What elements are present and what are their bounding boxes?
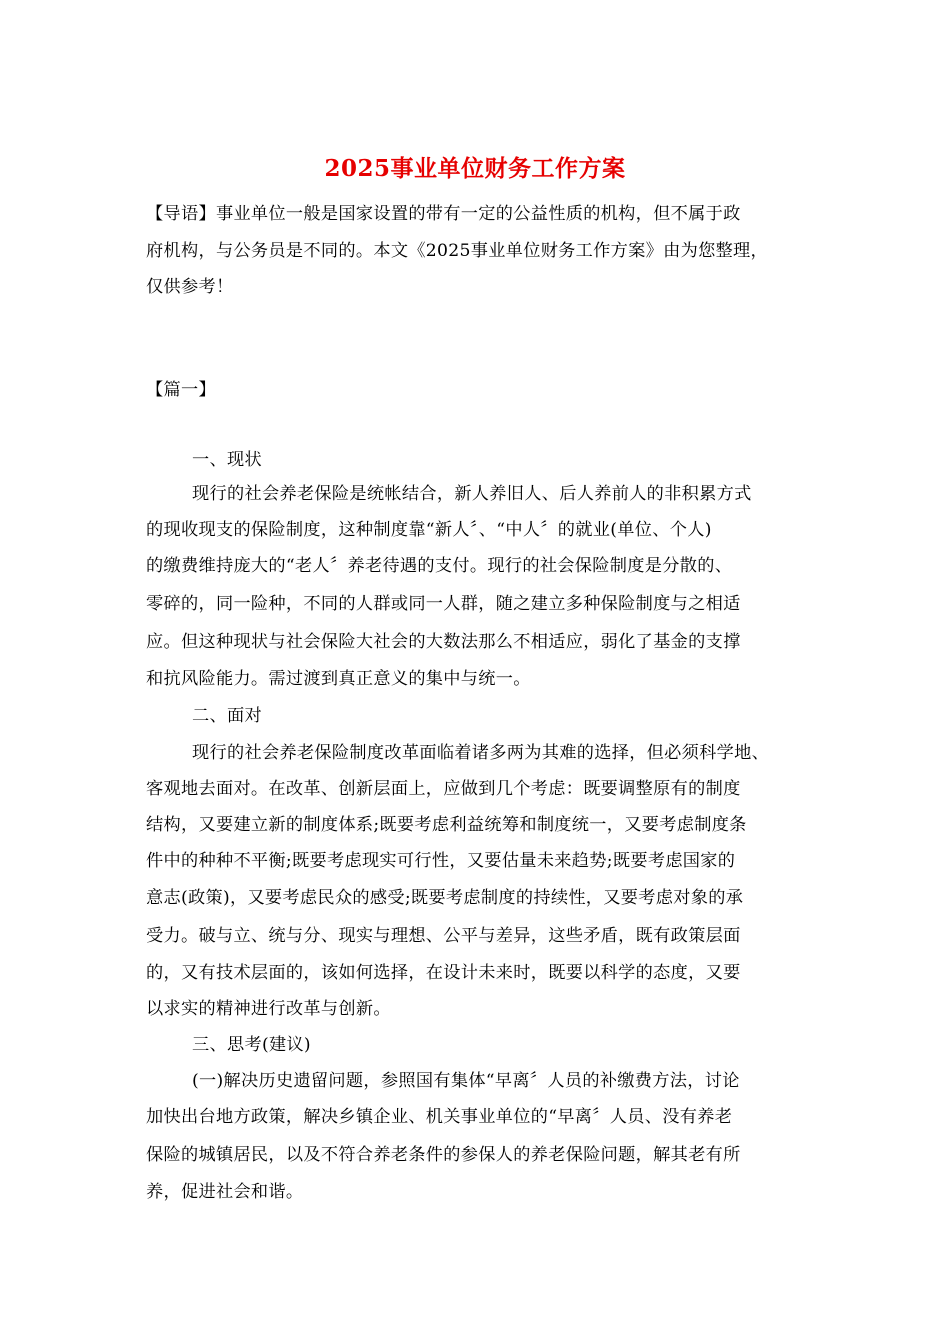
intro-line: 府机构，与公务员是不同的。本文《2025事业单位财务工作方案》由为您整理， <box>146 241 769 261</box>
paragraph-line: 和抗风险能力。需过渡到真正意义的集中与统一。 <box>146 669 531 689</box>
paragraph-line: 的缴费维持庞大的“老人〞养老待遇的支付。现行的社会保险制度是分散的、 <box>146 556 733 576</box>
section-heading: 一、现状 <box>192 450 262 470</box>
paragraph-line: 的现收现支的保险制度，这种制度靠“新人〞、“中人〞的就业(单位、个人) <box>146 520 712 540</box>
paragraph-line: 现行的社会养老保险是统帐结合，新人养旧人、后人养前人的非积累方式 <box>192 484 752 504</box>
paragraph-line: 受力。破与立、统与分、现实与理想、公平与差异，这些矛盾，既有政策层面 <box>146 926 741 946</box>
paragraph-line: 结构，又要建立新的制度体系;既要考虑利益统筹和制度统一，又要考虑制度条 <box>146 815 747 835</box>
paragraph-line: 客观地去面对。在改革、创新层面上，应做到几个考虑：既要调整原有的制度 <box>146 779 741 799</box>
paragraph-line: 件中的种种不平衡;既要考虑现实可行性，又要估量未来趋势;既要考虑国家的 <box>146 851 736 871</box>
document-title: 2025事业单位财务工作方案 <box>324 155 626 182</box>
paragraph-line: (一)解决历史遗留问题，参照国有集体“早离〞人员的补缴费方法，讨论 <box>192 1071 740 1091</box>
intro-line: 【导语】事业单位一般是国家设置的带有一定的公益性质的机构，但不属于政 <box>146 204 741 224</box>
paragraph-line: 加快出台地方政策，解决乡镇企业、机关事业单位的“早离〞人员、没有养老 <box>146 1107 733 1127</box>
paragraph-line: 保险的城镇居民，以及不符合养老条件的参保人的养老保险问题，解其老有所 <box>146 1145 741 1165</box>
section-heading: 三、思考(建议) <box>192 1035 311 1055</box>
paragraph-line: 意志(政策)，又要考虑民众的感受;既要考虑制度的持续性，又要考虑对象的承 <box>146 888 744 908</box>
paragraph-line: 的，又有技术层面的，该如何选择，在设计未来时，既要以科学的态度，又要 <box>146 963 741 983</box>
part-label: 【篇一】 <box>146 380 216 400</box>
paragraph-line: 养，促进社会和谐。 <box>146 1182 304 1202</box>
paragraph-line: 应。但这种现状与社会保险大社会的大数法那么不相适应，弱化了基金的支撑 <box>146 632 741 652</box>
section-heading: 二、面对 <box>192 706 262 726</box>
paragraph-line: 以求实的精神进行改革与创新。 <box>146 999 391 1019</box>
paragraph-line: 零碎的，同一险种，不同的人群或同一人群，随之建立多种保险制度与之相适 <box>146 594 741 614</box>
intro-line: 仅供参考！ <box>146 277 234 297</box>
paragraph-line: 现行的社会养老保险制度改革面临着诸多两为其难的选择，但必须科学地、 <box>192 743 770 763</box>
